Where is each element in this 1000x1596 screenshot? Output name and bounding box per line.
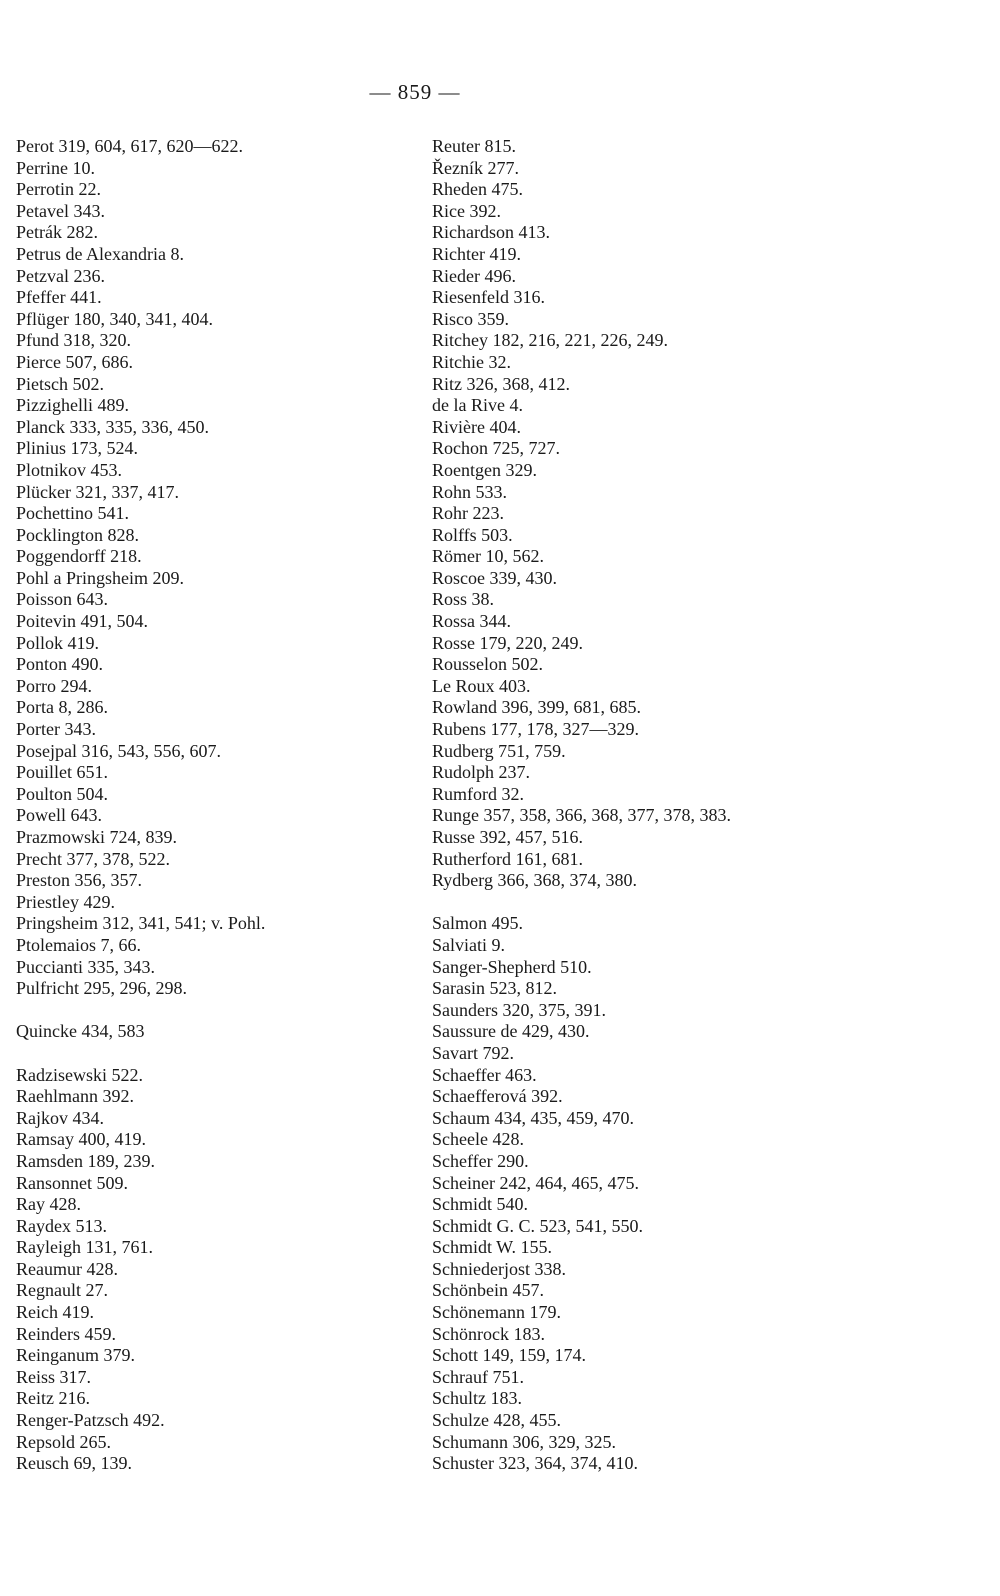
index-entry: Schrauf 751.	[432, 1366, 524, 1387]
index-entry: Rohr 223.	[432, 503, 504, 524]
index-entry: Schaum 434, 435, 459, 470.	[432, 1107, 634, 1128]
index-entry: Roscoe 339, 430.	[432, 567, 557, 588]
index-entry: Rheden 475.	[432, 179, 523, 200]
index-entry: Rochon 725, 727.	[432, 438, 560, 459]
index-entry: Richter 419.	[432, 243, 521, 264]
index-entry: Salviati 9.	[432, 934, 505, 955]
index-entry: Salmon 495.	[432, 913, 524, 934]
index-entry: Poisson 643.	[16, 589, 109, 610]
index-entry: Rayleigh 131, 761.	[16, 1237, 153, 1258]
index-entry: Porro 294.	[16, 675, 92, 696]
index-entry: Plotnikov 453.	[16, 459, 123, 480]
index-entry: Ransonnet 509.	[16, 1172, 128, 1193]
index-entry: Rumford 32.	[432, 783, 524, 804]
index-entry: Schönemann 179.	[432, 1302, 561, 1323]
index-entry: Sarasin 523, 812.	[432, 978, 557, 999]
index-entry: Rice 392.	[432, 200, 501, 221]
index-entry: Schmidt G. C. 523, 541, 550.	[432, 1215, 644, 1236]
index-entry: Scheffer 290.	[432, 1150, 529, 1171]
index-entry: Poitevin 491, 504.	[16, 611, 149, 632]
section-gap	[432, 892, 731, 914]
index-entry: Rosse 179, 220, 249.	[432, 632, 584, 653]
index-entry: Reitz 216.	[16, 1388, 90, 1409]
index-entry: Priestley 429.	[16, 891, 115, 912]
index-entry: Pietsch 502.	[16, 373, 104, 394]
index-entry: Petrák 282.	[16, 222, 98, 243]
index-entry: de la Rive 4.	[432, 395, 523, 416]
index-entry: Radzisewski 522.	[16, 1064, 143, 1085]
index-entry: Runge 357, 358, 366, 368, 377, 378, 383.	[432, 805, 731, 826]
index-entry: Rossa 344.	[432, 611, 512, 632]
index-entry: Rivière 404.	[432, 416, 521, 437]
index-entry: Richardson 413.	[432, 222, 550, 243]
index-entry: Rudolph 237.	[432, 762, 531, 783]
index-column-left	[16, 136, 265, 1475]
index-entry: Powell 643.	[16, 805, 103, 826]
index-entry: Schultz 183.	[432, 1388, 522, 1409]
index-entry: Posejpal 316, 543, 556, 607.	[16, 740, 221, 761]
index-entry: Saussure de 429, 430.	[432, 1021, 590, 1042]
index-entry: Poggendorff 218.	[16, 546, 142, 567]
index-entry: Riesenfeld 316.	[432, 287, 545, 308]
index-entry: Preston 356, 357.	[16, 870, 142, 891]
index-entry: Puccianti 335, 343.	[16, 956, 155, 977]
index-entry: Raehlmann 392.	[16, 1086, 134, 1107]
index-entry: Schmidt W. 155.	[432, 1237, 553, 1258]
index-entry: Savart 792.	[432, 1042, 514, 1063]
index-entry: Pouillet 651.	[16, 762, 109, 783]
index-entry: Petzval 236.	[16, 265, 105, 286]
index-entry: Ross 38.	[432, 589, 495, 610]
index-entry: Schönbein 457.	[432, 1280, 544, 1301]
index-entry: Reiss 317.	[16, 1366, 92, 1387]
index-entry: Reich 419.	[16, 1302, 94, 1323]
index-entry: Scheele 428.	[432, 1129, 524, 1150]
index-entry: Prazmowski 724, 839.	[16, 827, 177, 847]
index-entry: Sanger-Shepherd 510.	[432, 956, 592, 977]
index-entry: Reaumur 428.	[16, 1258, 118, 1279]
index-entry: Rieder 496.	[432, 265, 516, 286]
index-entry: Ramsay 400, 419.	[16, 1129, 146, 1150]
index-entry: Rousselon 502.	[432, 654, 544, 675]
index-entry: Pohl a Pringsheim 209.	[16, 567, 185, 588]
index-entry: Risco 359.	[432, 308, 510, 329]
index-entry: Saunders 320, 375, 391.	[432, 999, 606, 1020]
index-entry: Renger-Patzsch 492.	[16, 1410, 165, 1431]
index-entry: Schniederjost 338.	[432, 1258, 566, 1279]
index-entry: Pierce 507, 686.	[16, 351, 133, 372]
index-entry: Schaeffer 463.	[432, 1064, 537, 1085]
index-entry: Plinius 173, 524.	[16, 438, 139, 459]
index-entry: Plücker 321, 337, 417.	[16, 481, 179, 502]
index-entry: Pfeffer 441.	[16, 287, 102, 308]
index-entry: Schott 149, 159, 174.	[432, 1345, 587, 1366]
index-entry: Ritchie 32.	[432, 351, 511, 372]
index-entry: Precht 377, 378, 522.	[16, 848, 170, 869]
index-entry: Regnault 27.	[16, 1280, 108, 1301]
index-entry: Poulton 504.	[16, 783, 109, 804]
index-entry: Roentgen 329.	[432, 459, 537, 480]
index-column-right	[432, 136, 731, 1475]
index-entry: Pocklington 828.	[16, 524, 140, 545]
index-entry: Pflüger 180, 340, 341, 404.	[16, 308, 213, 329]
index-entry: Rudberg 751, 759.	[432, 740, 566, 761]
index-entry: Rolffs 503.	[432, 524, 513, 545]
index-entry: Ramsden 189, 239.	[16, 1150, 155, 1171]
index-entry: Schaefferová 392.	[432, 1086, 563, 1107]
index-entry: Planck 333, 335, 336, 450.	[16, 416, 209, 437]
index-entry: Perrine 10.	[16, 157, 95, 178]
index-entry: Porta 8, 286.	[16, 697, 108, 718]
index-entry: Repsold 265.	[16, 1431, 112, 1452]
index-entry: Perot 319, 604, 617, 620—622.	[16, 136, 243, 156]
index-entry: Rutherford 161, 681.	[432, 848, 583, 869]
index-entry: Schönrock 183.	[432, 1323, 545, 1344]
index-entry: Schumann 306, 329, 325.	[432, 1431, 616, 1452]
index-entry: Pollok 419.	[16, 632, 100, 653]
index-entry: Pringsheim 312, 341, 541; v. Pohl.	[16, 913, 266, 934]
index-entry: Schmidt 540.	[432, 1194, 529, 1215]
index-entry: Le Roux 403.	[432, 675, 531, 696]
index-entry: Reuter 815.	[432, 136, 516, 156]
index-entry: Schulze 428, 455.	[432, 1410, 561, 1431]
index-entry: Schuster 323, 364, 374, 410.	[432, 1453, 638, 1474]
index-entry: Petrus de Alexandria 8.	[16, 243, 184, 264]
index-entry: Russe 392, 457, 516.	[432, 827, 584, 847]
section-gap	[16, 1043, 265, 1065]
index-entry: Pochettino 541.	[16, 503, 129, 524]
index-entry: Quincke 434, 583	[16, 1021, 145, 1042]
index-entry: Ritchey 182, 216, 221, 226, 249.	[432, 330, 668, 351]
index-entry: Pulfricht 295, 296, 298.	[16, 978, 187, 999]
index-entry: Petavel 343.	[16, 200, 105, 221]
index-entry: Reusch 69, 139.	[16, 1453, 132, 1474]
page-number: — 859 —	[369, 80, 461, 104]
index-entry: Perrotin 22.	[16, 179, 101, 200]
index-entry: Rohn 533.	[432, 481, 508, 502]
index-entry: Reinganum 379.	[16, 1345, 135, 1366]
index-entry: Rowland 396, 399, 681, 685.	[432, 697, 641, 718]
index-entry: Römer 10, 562.	[432, 546, 544, 567]
index-entry: Rydberg 366, 368, 374, 380.	[432, 870, 637, 891]
index-entry: Ritz 326, 368, 412.	[432, 373, 570, 394]
section-gap	[16, 1000, 265, 1022]
index-entry: Řezník 277.	[432, 157, 519, 178]
index-entry: Raydex 513.	[16, 1215, 107, 1236]
index-entry: Ponton 490.	[16, 654, 104, 675]
index-entry: Scheiner 242, 464, 465, 475.	[432, 1172, 639, 1193]
index-entry: Pfund 318, 320.	[16, 330, 132, 351]
index-entry: Rajkov 434.	[16, 1107, 104, 1128]
index-entry: Porter 343.	[16, 719, 96, 740]
index-entry: Pizzighelli 489.	[16, 395, 129, 416]
index-entry: Reinders 459.	[16, 1323, 116, 1344]
index-entry: Rubens 177, 178, 327—329.	[432, 719, 639, 740]
index-entry: Ray 428.	[16, 1194, 81, 1215]
index-entry: Ptolemaios 7, 66.	[16, 934, 141, 955]
